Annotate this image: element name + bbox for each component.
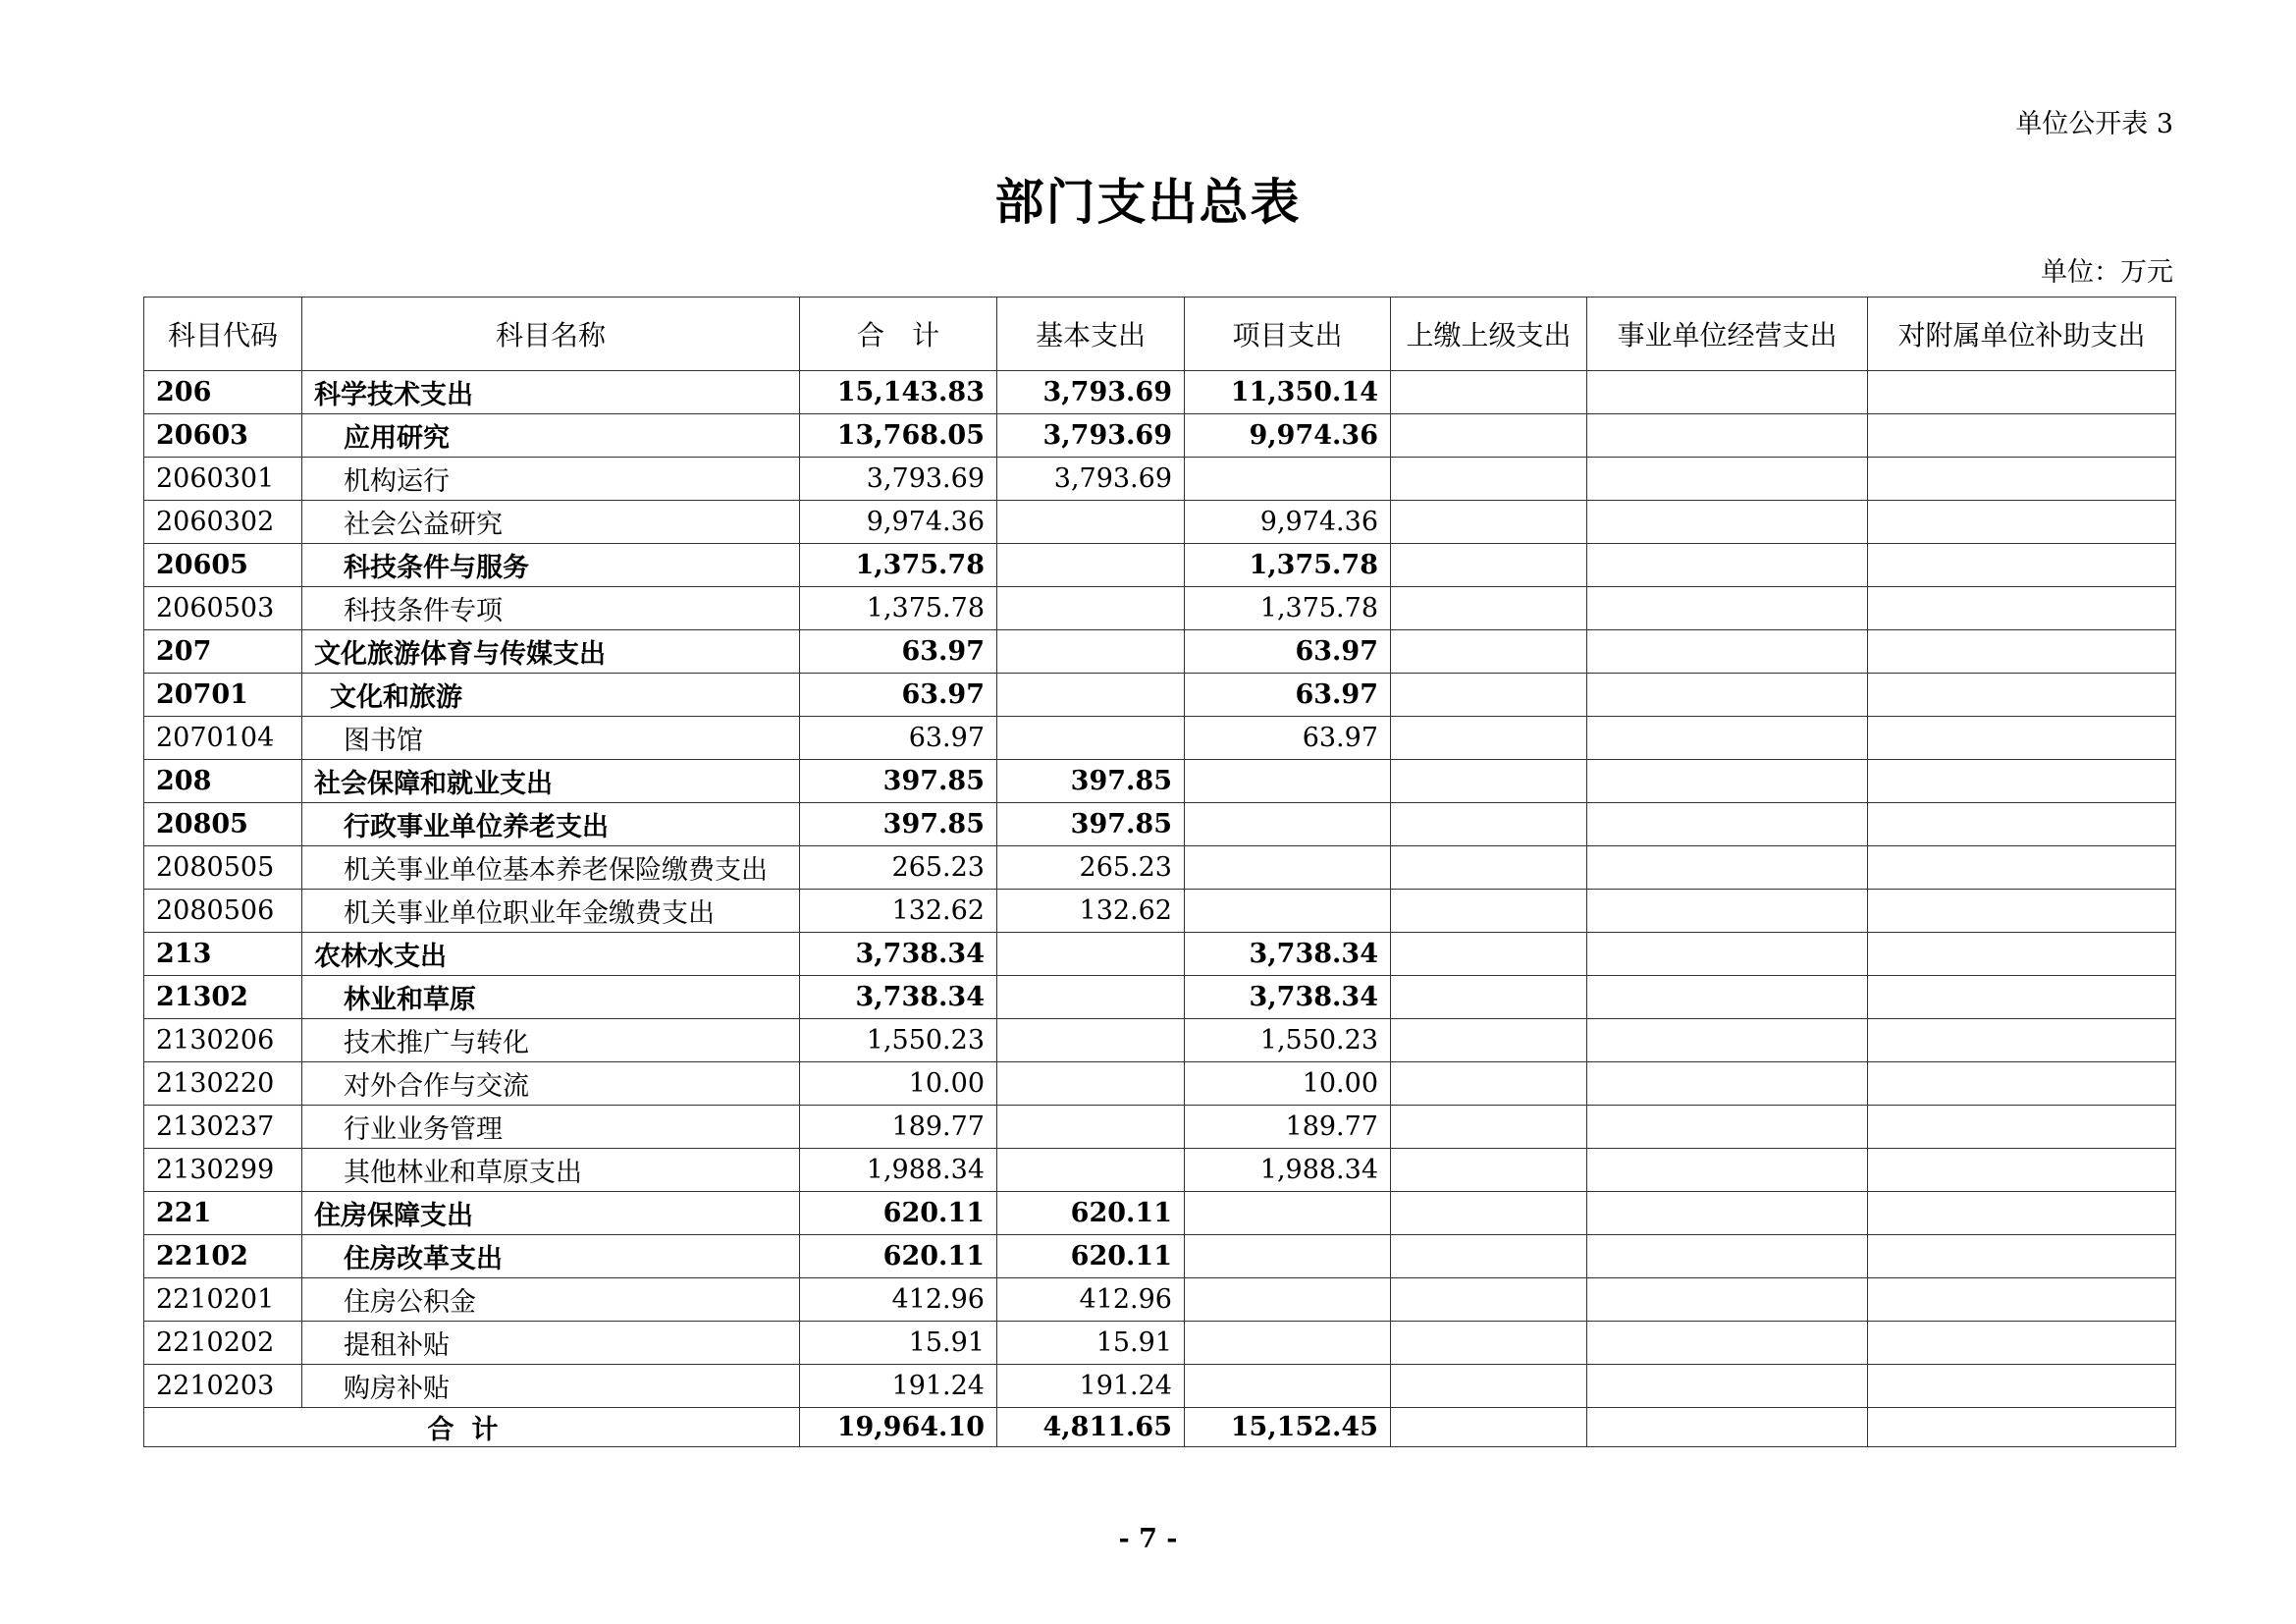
row-code: 20805 [144,803,302,846]
header-name: 科目名称 [302,298,800,371]
header-basic: 基本支出 [997,298,1185,371]
row-basic: 620.11 [997,1235,1185,1278]
header-subsidy: 对附属单位补助支出 [1868,298,2176,371]
row-superior [1391,1106,1587,1149]
row-code: 2060302 [144,501,302,544]
row-total: 1,550.23 [800,1019,997,1062]
row-superior [1391,846,1587,890]
row-subsidy [1868,501,2176,544]
row-project: 9,974.36 [1185,501,1391,544]
row-business [1587,414,1868,458]
row-name: 科技条件与服务 [302,544,800,587]
row-code: 213 [144,933,302,976]
row-subsidy [1868,1106,2176,1149]
grand-total-subsidy [1868,1408,2176,1447]
row-business [1587,976,1868,1019]
row-code: 22102 [144,1235,302,1278]
row-basic [997,630,1185,674]
row-code: 206 [144,371,302,414]
row-superior [1391,1365,1587,1408]
row-basic: 397.85 [997,803,1185,846]
row-superior [1391,630,1587,674]
row-name: 住房公积金 [302,1278,800,1322]
row-code: 2060301 [144,458,302,501]
table-row [144,1365,2176,1408]
row-name: 图书馆 [302,717,800,760]
row-superior [1391,803,1587,846]
row-business [1587,933,1868,976]
row-superior [1391,976,1587,1019]
grand-total-business [1587,1408,1868,1447]
row-business [1587,717,1868,760]
row-project: 63.97 [1185,674,1391,717]
row-basic: 3,793.69 [997,458,1185,501]
table-row [144,1278,2176,1322]
table-row [144,501,2176,544]
row-subsidy [1868,544,2176,587]
table-row [144,458,2176,501]
unit-label: 单位：万元 [2041,257,2173,288]
row-name: 农林水支出 [302,933,800,976]
grand-total-total: 19,964.10 [800,1408,997,1447]
row-total: 1,375.78 [800,544,997,587]
row-project [1185,803,1391,846]
row-business [1587,1149,1868,1192]
row-total: 15.91 [800,1322,997,1365]
row-name: 机关事业单位基本养老保险缴费支出 [302,846,800,890]
row-code: 2080505 [144,846,302,890]
table-row [144,630,2176,674]
row-name: 文化和旅游 [302,674,800,717]
row-superior [1391,458,1587,501]
row-business [1587,371,1868,414]
row-total: 10.00 [800,1062,997,1106]
row-project: 3,738.34 [1185,933,1391,976]
row-business [1587,803,1868,846]
row-subsidy [1868,371,2176,414]
table-row [144,371,2176,414]
row-business [1587,501,1868,544]
row-code: 2070104 [144,717,302,760]
table-row [144,1322,2176,1365]
row-project: 1,550.23 [1185,1019,1391,1062]
row-code: 2130220 [144,1062,302,1106]
row-total: 63.97 [800,674,997,717]
row-total: 9,974.36 [800,501,997,544]
row-project: 189.77 [1185,1106,1391,1149]
row-subsidy [1868,1192,2176,1235]
row-subsidy [1868,1322,2176,1365]
row-basic: 3,793.69 [997,414,1185,458]
table-row [144,803,2176,846]
row-basic [997,976,1185,1019]
form-label: 单位公开表 3 [2015,109,2173,139]
row-basic [997,544,1185,587]
row-superior [1391,501,1587,544]
row-project [1185,1278,1391,1322]
row-superior [1391,1062,1587,1106]
row-subsidy [1868,760,2176,803]
table-row [144,587,2176,630]
row-total: 1,988.34 [800,1149,997,1192]
row-subsidy [1868,1019,2176,1062]
table-row [144,976,2176,1019]
row-business [1587,544,1868,587]
row-business [1587,1019,1868,1062]
row-project: 11,350.14 [1185,371,1391,414]
table-row [144,846,2176,890]
row-project [1185,846,1391,890]
row-code: 20603 [144,414,302,458]
table-row [144,1106,2176,1149]
row-superior [1391,1192,1587,1235]
row-name: 林业和草原 [302,976,800,1019]
row-basic: 3,793.69 [997,371,1185,414]
header-project: 项目支出 [1185,298,1391,371]
row-subsidy [1868,587,2176,630]
row-basic [997,501,1185,544]
row-name: 行业业务管理 [302,1106,800,1149]
row-business [1587,846,1868,890]
row-business [1587,890,1868,933]
row-subsidy [1868,1235,2176,1278]
row-business [1587,587,1868,630]
row-business [1587,760,1868,803]
row-name: 住房改革支出 [302,1235,800,1278]
table-row [144,1235,2176,1278]
row-project [1185,1192,1391,1235]
row-subsidy [1868,1365,2176,1408]
row-total: 620.11 [800,1235,997,1278]
row-project: 1,375.78 [1185,544,1391,587]
row-project: 63.97 [1185,630,1391,674]
expense-table [143,297,2176,1447]
grand-total-basic: 4,811.65 [997,1408,1185,1447]
table-row [144,1192,2176,1235]
row-project [1185,760,1391,803]
row-code: 2210202 [144,1322,302,1365]
row-subsidy [1868,630,2176,674]
row-superior [1391,890,1587,933]
header-superior: 上缴上级支出 [1391,298,1587,371]
grand-total-row [144,1408,2176,1447]
table-row [144,1062,2176,1106]
row-basic [997,587,1185,630]
row-total: 620.11 [800,1192,997,1235]
header-business: 事业单位经营支出 [1587,298,1868,371]
row-subsidy [1868,933,2176,976]
row-project: 63.97 [1185,717,1391,760]
row-code: 2080506 [144,890,302,933]
header-code: 科目代码 [144,298,302,371]
row-subsidy [1868,674,2176,717]
row-project: 1,988.34 [1185,1149,1391,1192]
grand-total-project: 15,152.45 [1185,1408,1391,1447]
row-basic [997,1019,1185,1062]
row-project: 10.00 [1185,1062,1391,1106]
row-superior [1391,1235,1587,1278]
row-business [1587,1322,1868,1365]
row-code: 21302 [144,976,302,1019]
row-basic: 412.96 [997,1278,1185,1322]
row-subsidy [1868,717,2176,760]
row-superior [1391,587,1587,630]
row-superior [1391,544,1587,587]
row-subsidy [1868,414,2176,458]
row-code: 2210201 [144,1278,302,1322]
row-code: 2130237 [144,1106,302,1149]
row-total: 397.85 [800,803,997,846]
row-superior [1391,760,1587,803]
row-basic: 265.23 [997,846,1185,890]
grand-total-label: 合计 [144,1408,800,1447]
row-name: 社会保障和就业支出 [302,760,800,803]
table-row [144,890,2176,933]
row-superior [1391,1322,1587,1365]
table-row [144,414,2176,458]
row-total: 265.23 [800,846,997,890]
row-subsidy [1868,890,2176,933]
row-project [1185,1322,1391,1365]
row-total: 63.97 [800,630,997,674]
row-basic: 620.11 [997,1192,1185,1235]
row-name: 提租补贴 [302,1322,800,1365]
row-subsidy [1868,1278,2176,1322]
row-name: 科学技术支出 [302,371,800,414]
row-basic [997,1062,1185,1106]
row-subsidy [1868,458,2176,501]
row-business [1587,1106,1868,1149]
row-business [1587,1278,1868,1322]
row-superior [1391,1149,1587,1192]
table-row [144,1019,2176,1062]
row-code: 221 [144,1192,302,1235]
row-superior [1391,933,1587,976]
table-body [144,371,2176,1408]
header-total: 合 计 [800,298,997,371]
row-project [1185,890,1391,933]
row-total: 13,768.05 [800,414,997,458]
row-project: 1,375.78 [1185,587,1391,630]
row-subsidy [1868,846,2176,890]
row-name: 应用研究 [302,414,800,458]
row-superior [1391,674,1587,717]
row-superior [1391,414,1587,458]
table-row [144,1149,2176,1192]
row-name: 技术推广与转化 [302,1019,800,1062]
row-name: 科技条件专项 [302,587,800,630]
row-total: 15,143.83 [800,371,997,414]
row-project: 9,974.36 [1185,414,1391,458]
page-number: - 7 - [1118,1524,1178,1554]
row-name: 住房保障支出 [302,1192,800,1235]
page-title: 部门支出总表 [994,174,1302,231]
row-basic: 397.85 [997,760,1185,803]
row-business [1587,630,1868,674]
table-row [144,933,2176,976]
row-business [1587,674,1868,717]
row-superior [1391,1019,1587,1062]
row-code: 2060503 [144,587,302,630]
row-business [1587,1192,1868,1235]
row-name: 文化旅游体育与传媒支出 [302,630,800,674]
row-project: 3,738.34 [1185,976,1391,1019]
row-basic [997,717,1185,760]
row-total: 397.85 [800,760,997,803]
row-code: 207 [144,630,302,674]
row-name: 其他林业和草原支出 [302,1149,800,1192]
row-basic: 191.24 [997,1365,1185,1408]
row-name: 机构运行 [302,458,800,501]
table-row [144,674,2176,717]
row-superior [1391,717,1587,760]
row-name: 社会公益研究 [302,501,800,544]
row-total: 189.77 [800,1106,997,1149]
row-basic [997,933,1185,976]
row-subsidy [1868,976,2176,1019]
row-basic [997,674,1185,717]
row-superior [1391,1278,1587,1322]
row-total: 1,375.78 [800,587,997,630]
row-name: 购房补贴 [302,1365,800,1408]
row-basic: 15.91 [997,1322,1185,1365]
grand-total-superior [1391,1408,1587,1447]
row-total: 412.96 [800,1278,997,1322]
row-code: 208 [144,760,302,803]
table-header-row [144,298,2176,371]
row-code: 2210203 [144,1365,302,1408]
row-superior [1391,371,1587,414]
row-basic [997,1149,1185,1192]
row-subsidy [1868,1062,2176,1106]
row-business [1587,1365,1868,1408]
row-total: 63.97 [800,717,997,760]
row-business [1587,1062,1868,1106]
row-code: 20605 [144,544,302,587]
row-code: 2130299 [144,1149,302,1192]
row-project [1185,1235,1391,1278]
row-name: 对外合作与交流 [302,1062,800,1106]
row-total: 132.62 [800,890,997,933]
row-business [1587,458,1868,501]
row-name: 机关事业单位职业年金缴费支出 [302,890,800,933]
row-basic [997,1106,1185,1149]
row-code: 20701 [144,674,302,717]
table-row [144,544,2176,587]
row-business [1587,1235,1868,1278]
row-subsidy [1868,1149,2176,1192]
row-code: 2130206 [144,1019,302,1062]
row-total: 3,793.69 [800,458,997,501]
row-subsidy [1868,803,2176,846]
row-project [1185,1365,1391,1408]
table-row [144,760,2176,803]
table-row [144,717,2176,760]
row-total: 3,738.34 [800,933,997,976]
row-total: 3,738.34 [800,976,997,1019]
row-project [1185,458,1391,501]
row-total: 191.24 [800,1365,997,1408]
row-name: 行政事业单位养老支出 [302,803,800,846]
row-basic: 132.62 [997,890,1185,933]
